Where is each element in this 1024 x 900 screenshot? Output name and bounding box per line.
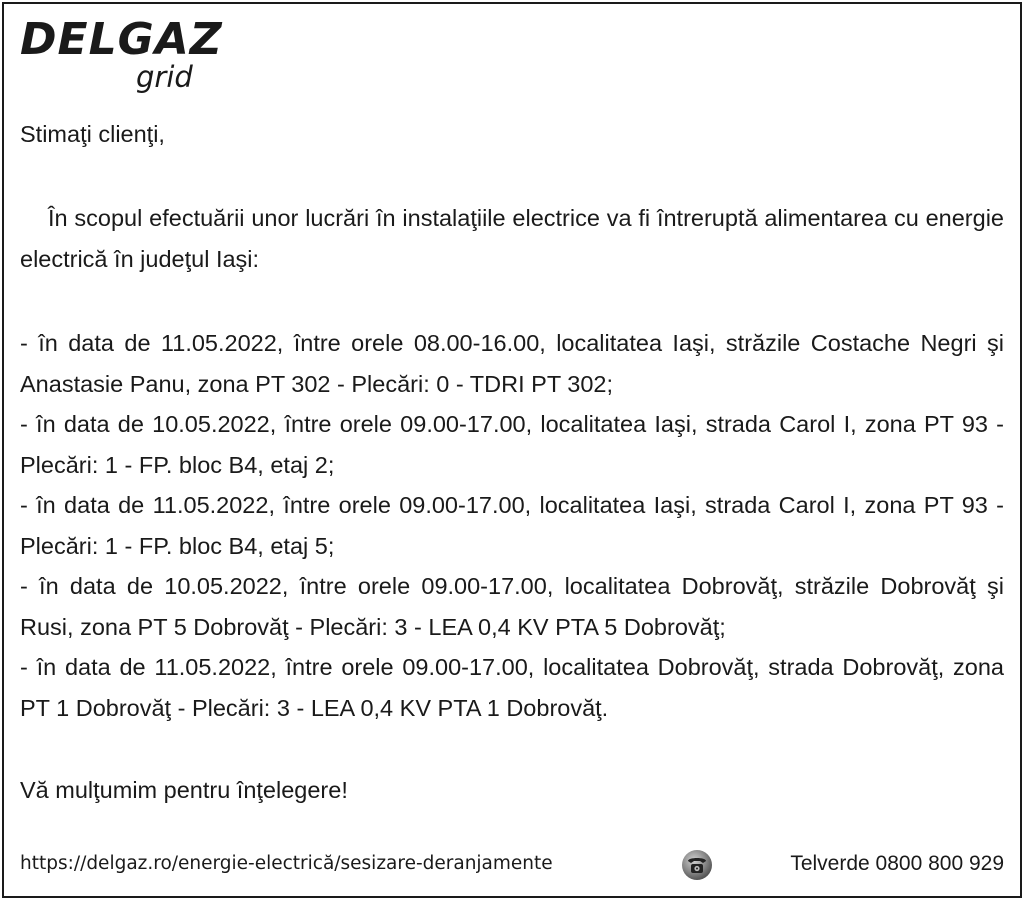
logo-wordmark: DELGAZ <box>20 14 223 65</box>
notice-body <box>20 114 1004 811</box>
outage-item: - în data de 11.05.2022, între orele 09.00-17.00, localitatea Iaşi, strada Carol I, zona PT 93 - Plecări: 1 - FP. bloc B4, etaj 5; <box>20 492 1004 559</box>
outage-item: - în data de 10.05.2022, între orele 09.00-17.00, localitatea Iaşi, strada Carol I, zona PT 93 - Plecări: 1 - FP. bloc B4, etaj 2; <box>20 411 1004 478</box>
outage-report-link[interactable]: https://delgaz.ro/energie-electrică/sesizare-deranjamente <box>20 853 553 874</box>
footer <box>20 848 1004 882</box>
outage-item: - în data de 11.05.2022, între orele 08.00-16.00, localitatea Iaşi, străzile Costache Negri şi Anastasie Panu, zona PT 302 - Plecări: 0 - TDRI PT 302; <box>20 330 1004 397</box>
outage-item: - în data de 10.05.2022, între orele 09.00-17.00, localitatea Dobrovăţ, străzile Dobrovăţ şi Rusi, zona PT 5 Dobrovăţ - Plecări: 3 - LEA 0,4 KV PTA 5 Dobrovăţ; <box>20 573 1004 640</box>
telephone-icon <box>680 848 714 882</box>
logo-subtitle: grid <box>136 60 193 94</box>
outage-list <box>20 323 1004 728</box>
intro-paragraph: În scopul efectuării unor lucrări în instalaţiile electrice va fi întreruptă alimentarea cu energie electrică în judeţul Iaşi: <box>20 205 1004 272</box>
delgaz-grid-logo <box>20 14 223 96</box>
greeting: Stimaţi clienţi, <box>20 121 165 147</box>
toll-free-phone: Telverde 0800 800 929 <box>790 852 1004 875</box>
outage-item: - în data de 11.05.2022, între orele 09.00-17.00, localitatea Dobrovăţ, strada Dobrovăţ, zona PT 1 Dobrovăţ - Plecări: 3 - LEA 0,4 KV PTA 1 Dobrovăţ. <box>20 654 1004 721</box>
closing-line: Vă mulţumim pentru înţelegere! <box>20 777 348 803</box>
